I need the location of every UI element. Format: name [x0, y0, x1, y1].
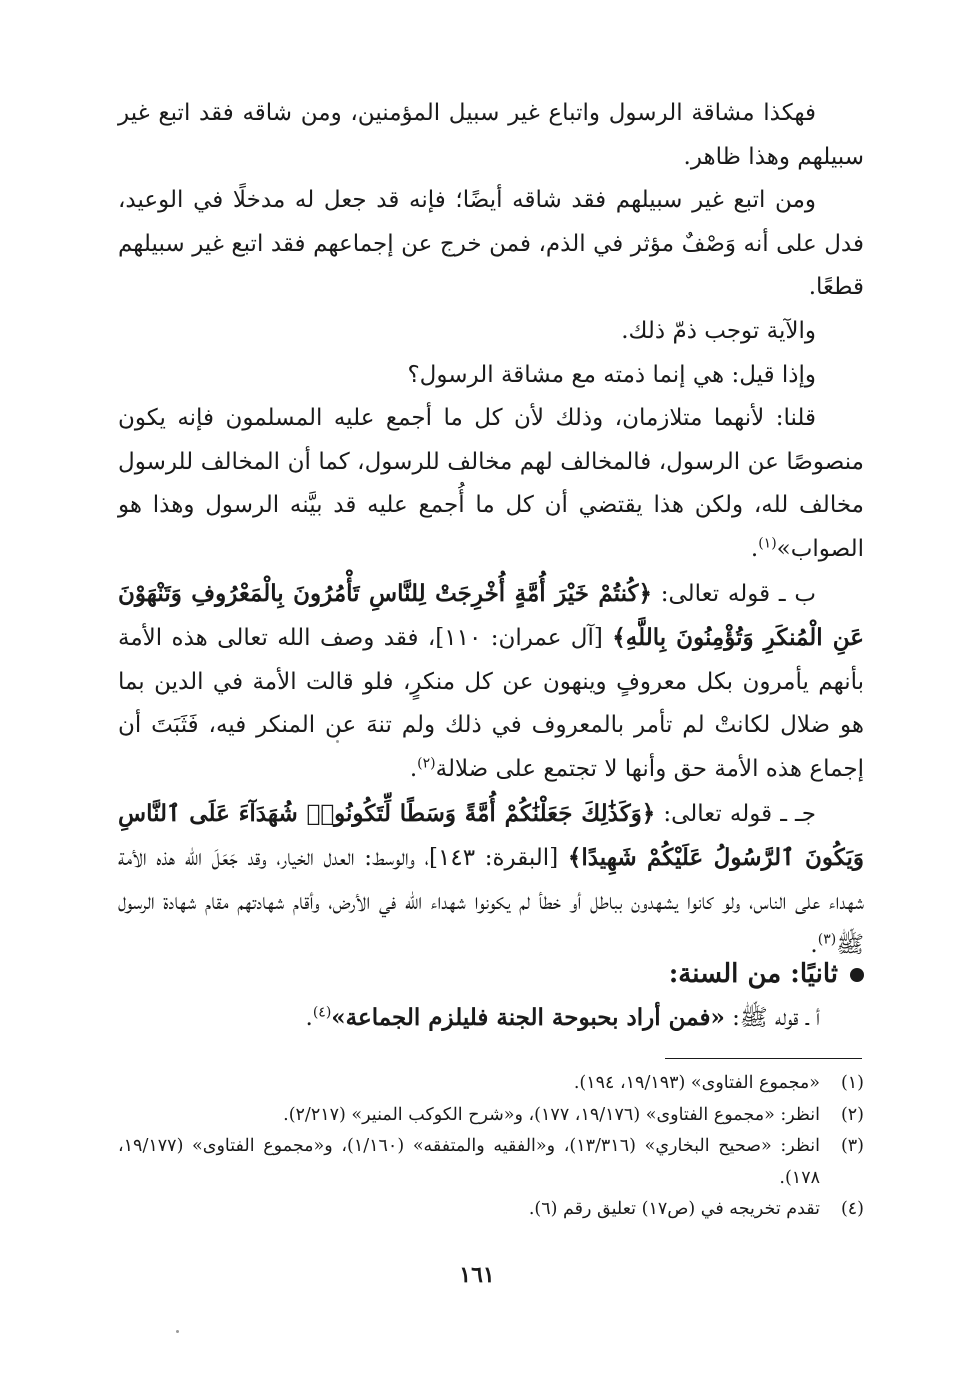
paragraph-c	[118, 792, 864, 968]
hadith-end: .	[305, 1005, 313, 1031]
paragraph-b-intro: ب ـ قوله تعالى:	[651, 580, 816, 607]
paragraph-5-end: .	[750, 535, 759, 562]
paragraph-2: ومن اتبع غير سبيلهم فقد شاقه أيضًا؛ فإنه قد جعل له مدخلًا في الوعيد، فدل على أنه وَصْفٌ مؤثر في الذم، فمن خرج عن إجماعهم فقد اتبع غير سبيلهم قطعًا.	[118, 187, 864, 301]
main-text-block	[118, 92, 864, 968]
footnote-ref-4: (٤)	[312, 1004, 332, 1021]
paragraph-c-end: .	[810, 932, 818, 959]
footnote-text: «مجموع الفتاوى» (١٩/١٩٣، ١٩٤).	[573, 1073, 820, 1093]
footnote-number: (٣)	[840, 1136, 864, 1157]
footnote-item	[118, 1194, 864, 1226]
hadith-line	[306, 996, 821, 1040]
section-heading	[669, 952, 864, 996]
quran-verse-b: ﴿كُنتُمْ خَيْرَ أُمَّةٍ أُخْرِجَتْ لِلنَّاسِ تَأْمُرُونَ بِالْمَعْرُوفِ وَتَنْهَوْنَ عَنِ الْمُنكَرِ وَتُؤْمِنُونَ بِاللَّهِ﴾	[118, 579, 865, 652]
paragraph-c-intro: جـ ـ قوله تعالى:	[655, 800, 816, 827]
section-heading-text: ثانيًا: من السنة:	[668, 959, 838, 989]
footnote-number: (٢)	[840, 1104, 864, 1125]
page-number: ١٦١	[459, 1262, 495, 1288]
footnote-number: (٤)	[840, 1199, 864, 1220]
footnote-text: انظر: «مجموع الفتاوى» (١٩/١٧٦، ١٧٧)، و«شرح الكوكب المنير» (٢/٢١٧).	[283, 1104, 820, 1125]
paragraph-b-end: .	[409, 755, 418, 782]
footnotes	[118, 1068, 864, 1226]
footnote-ref-3: (٣)	[817, 931, 837, 948]
paragraph-1: فهكذا مشاقة الرسول واتباع غير سبيل المؤمنين، ومن شاقه فقد اتبع غير سبيلهم وهذا ظاهر.	[118, 100, 864, 170]
paragraph-b-text: [آل عمران: ١١٠]، فقد وصف الله تعالى هذه الأمة بأنهم يأمرون بكل معروفٍ وينهون عن كل منكرٍ، فلو قالت الأمة في الدين بما هو ضلال لكانتْ لم تأمر بالمعروف في ذلك ولم تنهَ عن المنكر فيه، فَثَبَتَ أن إجماع هذه الأمة حق وأنها لا تجتمع على ضلالة	[118, 625, 864, 782]
scan-speck	[336, 740, 339, 743]
footnote-text: تقدم تخريجه في (ص١٧) تعليق رقم (٦).	[528, 1199, 820, 1220]
paragraph-b	[118, 572, 864, 792]
footnote-ref-2: (٢)	[417, 755, 436, 772]
paragraph-5	[118, 397, 864, 571]
footnote-item	[118, 1131, 864, 1194]
scan-speck	[176, 1330, 179, 1333]
hadith-text: «فمن أراد بحبوحة الجنة فليلزم الجماعة»	[331, 1004, 725, 1031]
quran-verse-c: ﴿وَكَذَٰلِكَ جَعَلْنَٰكُمْ أُمَّةً وَسَطًا لِّتَكُونُوا۟ شُهَدَآءَ عَلَى ٱلنَّاسِ وَيَكُونَ ٱلرَّسُولُ عَلَيْكُمْ شَهِيدًا﴾	[118, 799, 865, 872]
footnote-item	[118, 1100, 864, 1132]
footnote-ref-1: (١)	[758, 535, 777, 552]
footnote-text: انظر: «صحيح البخاري» (١٣/٣١٦)، و«الفقيه والمتفقه» (١/١٦٠)، و«مجموع الفتاوى» (١٩/١٧٧، ١٧٨).	[118, 1136, 820, 1188]
hadith-intro: أ ـ قوله ﷺ:	[724, 1005, 820, 1031]
footnote-divider	[665, 1058, 862, 1059]
paragraph-5-text: قلنا: لأنهما متلازمان، وذلك لأن كل ما أجمع عليه المسلمون فإنه يكون منصوصًا عن الرسول، فالمخالف لهم مخالف للرسول، كما أن المخالف للرسول مخالف لله، ولكن هذا يقتضي أن كل ما أُجمع عليه قد بيَّنه الرسول وهذا هو الصواب»	[118, 405, 864, 562]
paragraph-3: والآية توجب ذمّ ذلك.	[621, 317, 816, 344]
paragraph-c-text: [البقرة: ١٤٣]، والوسط: العدل الخيار، وقد جَعَلَ الله هذه الأمة شهداء على الناس، ولو كانوا يشهدون بباطل أو خطأ لم يكونوا شهداء الله في الأرض، وأقام شهادتهم مقام شهادة الرسول ﷺ	[118, 845, 864, 959]
bullet-icon	[850, 968, 864, 982]
footnote-number: (١)	[840, 1073, 864, 1093]
footnote-item	[118, 1068, 864, 1100]
paragraph-4: وإذا قيل: هي إنما ذمته مع مشاقة الرسول؟	[407, 361, 816, 388]
